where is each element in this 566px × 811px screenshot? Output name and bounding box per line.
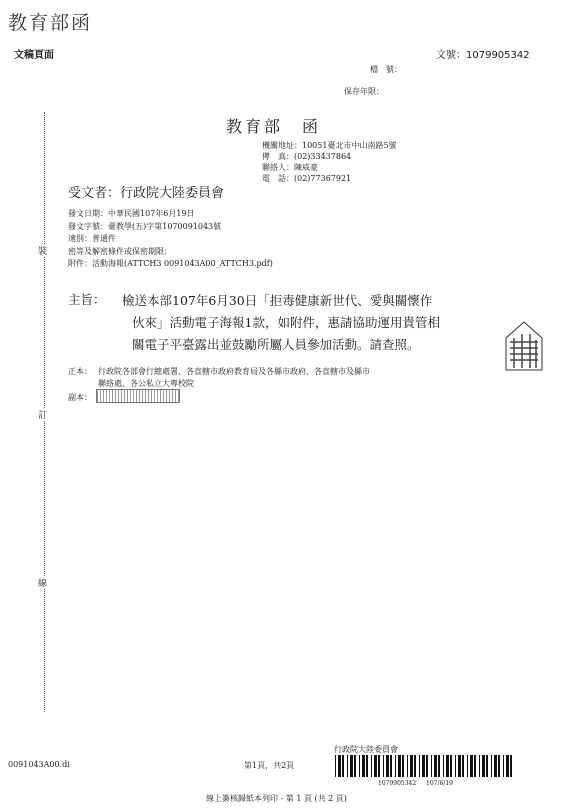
cc-line: 聯絡處、各公私立大專校院 [98, 379, 194, 388]
print-footer: 線上簽核歸紙本列印 - 第 1 頁 (共 2 頁) [206, 794, 347, 803]
copy-label: 副本： [68, 393, 92, 402]
document-number: 文號：1079905342 [436, 50, 530, 61]
letter-heading: 教育部 函 [226, 117, 322, 136]
retention-period: 保存年限： [344, 87, 384, 96]
barcode-date: 107/6/19 [426, 780, 453, 787]
cc-line: 行政院各部會行總處署、各直轄市政府教育局及各縣市政府、各直轄市及縣市 [98, 367, 370, 376]
recipient: 受文者：行政院大陸委員會 [68, 186, 225, 201]
attachment: 附件：活動海報(ATTCH3 0091043A00_ATTCH3.pdf) [68, 259, 273, 268]
archive-number: 檔 號： [370, 65, 402, 74]
cc-label: 正本： [68, 367, 92, 376]
binding-mark-xian: 線 [38, 576, 47, 589]
subject-label: 主旨： [68, 292, 106, 307]
subject-line: 檢送本部107年6月30日「拒毒健康新世代、愛與關懷作 [122, 293, 433, 308]
org-address: 機關地址：10051臺北市中山南路5號 [262, 141, 397, 150]
delivery-speed: 速別：普通件 [68, 234, 116, 243]
org-phone: 電 話：(02)77367921 [262, 174, 352, 183]
barcode [335, 755, 517, 777]
subject-line: 關電子平臺露出並鼓勵所屬人員參加活動。請查照。 [132, 337, 420, 352]
org-contact: 聯絡人：陳威豪 [262, 163, 318, 172]
org-fax: 傳 真：(02)33437864 [262, 152, 352, 161]
subject-line: 伙來」活動電子海報1款，如附件，惠請協助運用貴管相 [132, 315, 440, 330]
issue-number: 發文字號：臺教學(五)字第1070091043號 [68, 221, 222, 231]
file-code: 0091043A00.di [8, 760, 70, 769]
page-info: 第1頁，共2頁 [244, 761, 295, 770]
binding-mark-ding: 訂 [38, 408, 47, 421]
receiving-org: 行政院大陸委員會 [334, 745, 398, 754]
seal-stamp [504, 320, 544, 372]
org-info [262, 140, 397, 184]
binding-mark-zhuang: 裝 [38, 244, 47, 257]
top-title: 教育部函 [8, 12, 93, 34]
cc-recipients [98, 366, 370, 390]
subject-text [122, 290, 522, 356]
page-label: 文稿頁面 [14, 50, 54, 61]
security-level: 密等及解密條件或保密期限： [68, 246, 172, 256]
document-meta [68, 208, 273, 271]
barcode-number: 1079905342 [378, 780, 417, 787]
copy-stamp [96, 389, 180, 403]
issue-date: 發文日期：中華民國107年6月19日 [68, 209, 195, 218]
